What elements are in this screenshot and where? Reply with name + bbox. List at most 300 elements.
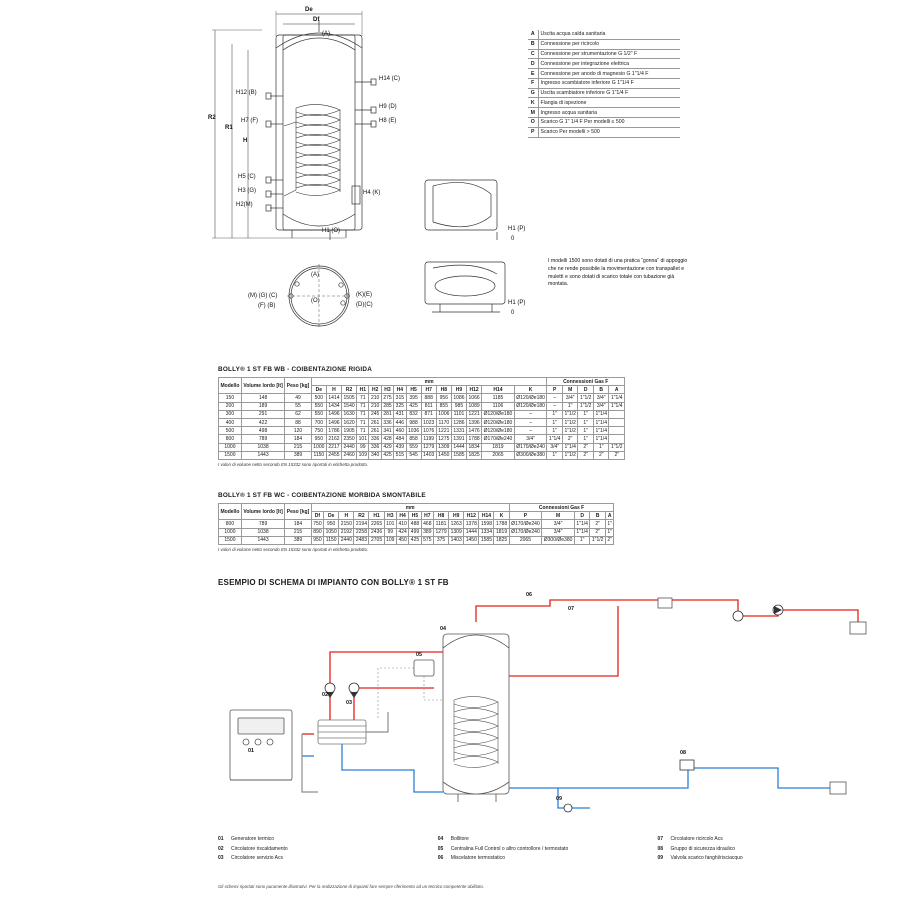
th-h3: H3 (381, 386, 393, 394)
cell: 575 (423, 537, 432, 544)
cell: 336 (370, 444, 380, 451)
th-m: M (562, 386, 578, 394)
legend-key: G (528, 88, 538, 98)
cell: 1150 (324, 536, 339, 544)
cell: 71 (357, 402, 369, 410)
marker-08: 08 (680, 750, 686, 756)
cell: 1443 (241, 536, 284, 544)
cell: 1181 (433, 520, 448, 528)
cell: 2217 (328, 444, 340, 451)
th-volume: Volume lordo [lt] (241, 378, 284, 394)
table-wc (218, 503, 614, 545)
cell: 811 (421, 402, 436, 410)
cell: 498 (241, 427, 284, 435)
callout-h14: H14 (C) (379, 76, 401, 82)
table-wc-body (219, 520, 614, 545)
cell: 1434 (328, 403, 340, 410)
table-wb-head (219, 378, 625, 394)
key-item (218, 855, 438, 861)
cell: 1403 (450, 537, 462, 544)
legend-key: E (528, 69, 538, 79)
cell: 71 (357, 410, 369, 418)
cell: 988 (406, 418, 421, 426)
cell (609, 427, 625, 435)
th-h4: H4 (394, 386, 406, 394)
legend-key: F (528, 78, 538, 88)
callout-h7: H7 (F) (241, 118, 258, 124)
cell: 1263 (450, 520, 462, 527)
cell: 1038 (241, 443, 284, 451)
cell: 559 (406, 443, 421, 451)
table-wb-footnote: I valori di volume netto secondo EN 15332 sono riportati in etichetta prodotto. (218, 461, 369, 467)
cell: 1038 (241, 528, 284, 536)
cell: 1"1/4 (564, 444, 576, 451)
th-m: M (542, 512, 575, 520)
cell: 1221 (438, 427, 450, 434)
cell: 425 (410, 537, 420, 544)
key-item (438, 855, 658, 861)
cell: 2483 (355, 537, 367, 544)
cell: 1"1/4 (595, 427, 607, 434)
cell: 1"1/4 (595, 411, 607, 418)
bottom-label-mgc: (M) (G) (C) (248, 293, 278, 299)
cell: 109 (358, 452, 367, 459)
legend-row (528, 30, 680, 39)
cell: 184 (285, 520, 312, 528)
cell: 871 (421, 410, 436, 418)
marker-02: 02 (322, 692, 328, 698)
legend-row (528, 88, 680, 98)
table-row (219, 394, 625, 402)
cell: 1309 (450, 529, 462, 536)
cell: 1185 (482, 394, 515, 402)
cell: 2" (593, 451, 609, 459)
cell: 389 (423, 529, 432, 536)
legend-text: Connessione per integrazione elettrica (538, 59, 680, 69)
cell: 1585 (480, 537, 492, 544)
th-r2: R2 (354, 512, 369, 520)
legend-key: M (528, 108, 538, 118)
cell: 2" (578, 443, 594, 451)
cell: 422 (241, 418, 284, 426)
cell: 341 (383, 427, 392, 434)
cell: 99 (384, 528, 396, 536)
th-h14: H14 (479, 512, 494, 520)
cell: 340 (370, 452, 380, 459)
key-number: 07 (657, 836, 664, 842)
table-row (219, 402, 625, 410)
cell: 1" (547, 427, 563, 435)
th-h12: H12 (467, 386, 482, 394)
cell: 550 (311, 410, 326, 418)
cell: 2" (562, 435, 578, 443)
cell: 1" (578, 435, 594, 443)
key-column-3 (658, 836, 878, 865)
connections-legend (528, 30, 680, 138)
cell: 1309 (438, 444, 450, 451)
cell: 1834 (468, 444, 480, 451)
cell: 1505 (343, 394, 355, 401)
cell: 3/4" (593, 394, 609, 402)
key-text: Circolatore riscaldamento (231, 845, 288, 852)
cell: 210 (370, 403, 380, 410)
cell: 1"1/2 (579, 394, 592, 401)
legend-key: D (528, 59, 538, 69)
cell: 1444 (465, 529, 477, 536)
cell: 1023 (423, 419, 435, 426)
cell: 1540 (343, 403, 355, 410)
cell: 2440 (340, 537, 352, 544)
cell: 3/4" (593, 402, 609, 410)
cell-modello: 1500 (219, 451, 242, 459)
key-number: 02 (218, 845, 224, 852)
legend-text: Flangia di ispezione (538, 98, 680, 108)
key-item (218, 836, 438, 842)
cell: 1825 (468, 452, 480, 459)
th-h5: H5 (409, 512, 421, 520)
skirt-note-text: I modelli 1500 sono dotati di una pratica “gonna” di appoggio che ne rende possibile la movimentazione con transpallet e mulettì e sono dotati di scarico totale con tubazione già montata. (548, 258, 688, 288)
th-b: B (593, 386, 609, 394)
table-row (219, 435, 625, 443)
cell: 1" (607, 520, 612, 527)
cell: 2192 (340, 529, 352, 536)
cell: 424 (398, 529, 407, 536)
cell: 389 (285, 536, 312, 544)
cell: 245 (370, 411, 380, 418)
marker-01: 01 (248, 748, 254, 754)
callout-h9: H9 (D) (379, 104, 397, 110)
cell: 439 (395, 444, 405, 451)
key-text: Miscelatore termostatico (450, 855, 505, 861)
legend-text: Ingresso acqua sanitaria (538, 108, 680, 118)
cell: 184 (285, 435, 312, 443)
legend-row (528, 108, 680, 118)
key-text: Circolatore servizio Acs (231, 855, 283, 861)
callout-a: (A) (322, 31, 330, 37)
cell: 215 (285, 443, 312, 451)
cell: 1" (578, 410, 594, 418)
legend-row (528, 127, 680, 137)
cell: Ø120/Øe180 (483, 411, 513, 418)
cell: 3/4" (542, 528, 575, 536)
cell: 890 (313, 529, 322, 536)
th-h1: H1 (369, 512, 384, 520)
cell: Ø170/Øe240 (516, 444, 545, 451)
cell: Ø170/Øe240 (511, 529, 540, 536)
cell: 2065 (482, 451, 515, 459)
cell: 261 (370, 427, 380, 434)
table-wc-title: BOLLY® 1 ST FB WC - COIBENTAZIONE MORBIDA SMONTABILE (218, 492, 426, 499)
cell: – (514, 418, 547, 426)
key-text: Circolatore ricircolo Acs (670, 836, 723, 842)
cell: 468 (423, 520, 432, 527)
cell: Ø120/Øe180 (516, 403, 545, 410)
cell: 1414 (328, 394, 340, 401)
th-h3: H3 (384, 512, 396, 520)
cell: 789 (241, 520, 284, 528)
cell: 189 (241, 402, 284, 410)
table-wb-body (219, 394, 625, 460)
cell: 2436 (370, 529, 383, 536)
cell: 1"1/2 (564, 427, 576, 434)
key-column-1 (218, 836, 438, 865)
cell: 285 (383, 403, 392, 410)
schema-title: ESEMPIO DI SCHEMA DI IMPIANTO CON BOLLY® 1 ST FB (218, 578, 449, 587)
table-wb-section (218, 366, 625, 467)
cell: 488 (410, 520, 420, 527)
legend-text: Ingresso scambiatore inferiore G 1"1/4 F (538, 78, 680, 88)
cell: 484 (395, 435, 405, 442)
tank-drawing-svg (0, 0, 520, 330)
legend-key: C (528, 49, 538, 59)
callout-zero-1: 0 (511, 236, 515, 242)
legend-text: Scarico G 1" 1/4 F Per modelli ≤ 500 (538, 118, 680, 128)
cell: 1050 (325, 529, 337, 536)
cell: 1825 (495, 537, 508, 544)
bottom-label-a: (A) (311, 272, 319, 278)
cell: 275 (383, 394, 392, 401)
key-number: 05 (437, 845, 444, 852)
cell: 2150 (340, 520, 352, 527)
cell: 1150 (311, 451, 326, 459)
th-h12: H12 (464, 512, 479, 520)
key-text: Generatore termico (231, 836, 275, 842)
cell: 858 (406, 435, 421, 443)
cell: 789 (241, 435, 284, 443)
schema-svg (218, 592, 878, 822)
cell: 3/4" (514, 435, 547, 443)
callout-h5: H5 (C) (238, 174, 256, 180)
cell-modello: 500 (219, 427, 242, 435)
table-wc-section (218, 492, 614, 552)
cell: 1450 (465, 537, 477, 544)
th-d: D (578, 386, 594, 394)
th-h1: H1 (357, 386, 369, 394)
cell: 425 (406, 402, 421, 410)
th-h4: H4 (396, 512, 408, 520)
cell: 1788 (495, 520, 508, 527)
cell: 1000 (313, 444, 325, 451)
cell: 888 (421, 394, 436, 402)
cell: 1443 (241, 451, 284, 459)
key-column-2 (438, 836, 658, 865)
cell: 1"1/4 (610, 394, 623, 401)
cell: – (547, 402, 563, 410)
cell: 1036 (408, 427, 420, 434)
legend-row (528, 118, 680, 128)
cell: 2" (578, 451, 594, 459)
cell: Ø300/Øe380 (516, 452, 545, 459)
cell: 1"1/2 (564, 419, 576, 426)
cell: 1086 (453, 394, 465, 401)
cell: 1" (578, 418, 594, 426)
cell: 1279 (423, 444, 435, 451)
cell: 1331 (453, 427, 465, 434)
cell: 2065 (509, 536, 542, 544)
cell: 1476 (468, 427, 480, 434)
cell: Ø120/Øe180 (483, 427, 513, 434)
cell-modello: 1000 (219, 528, 242, 536)
cell: 1391 (453, 435, 465, 442)
cell: 2" (590, 528, 606, 536)
th-group-mm: mm (311, 378, 547, 386)
key-item (438, 836, 658, 842)
cell: 55 (285, 402, 312, 410)
table-wb-group-row (219, 378, 625, 386)
cell: 1"1/2 (579, 403, 592, 410)
marker-09: 09 (556, 796, 562, 802)
cell: 2194 (355, 520, 367, 527)
technical-drawing (0, 0, 526, 330)
dim-r1: R1 (225, 125, 233, 131)
marker-04: 04 (440, 626, 446, 632)
cell: 1819 (495, 529, 508, 536)
th-h8: H8 (433, 512, 448, 520)
cell: 950 (324, 520, 339, 528)
schema-footnote: Gli schemi riportati sono puramente illustrativi. Per la realizzazione di impianti fare sempre riferimento ad un tecnico competente abilitato. (218, 884, 485, 889)
legend-body (528, 30, 680, 137)
cell: 499 (410, 529, 420, 536)
cell: 1378 (465, 520, 477, 527)
cell: 3/4" (542, 520, 575, 528)
cell: 428 (383, 435, 392, 442)
key-item (658, 846, 878, 852)
key-number: 06 (437, 855, 444, 861)
cell: 2" (590, 520, 606, 528)
cell: 1" (547, 410, 563, 418)
cell: 336 (370, 435, 380, 442)
callout-h12: H12 (B) (236, 90, 257, 96)
cell: 2" (609, 451, 625, 459)
cell: 1106 (482, 402, 515, 410)
cell: 1396 (468, 419, 480, 426)
cell: 88 (285, 418, 312, 426)
cell: 1275 (438, 435, 450, 442)
cell: 1" (547, 451, 563, 459)
bottom-label-fb: (F) (B) (258, 303, 276, 309)
cell: 515 (395, 452, 405, 459)
th-a: A (609, 386, 625, 394)
cell: 1"1/4 (595, 419, 607, 426)
th-k: K (514, 386, 547, 394)
cell: 1788 (468, 435, 480, 442)
legend-text: Connessione per strumentazione G 1/2" F (538, 49, 680, 59)
table-wc-footnote: I valori di volume netto secondo EN 15332 sono riportati in etichetta prodotto. (218, 546, 369, 552)
cell: 1" (562, 402, 578, 410)
th-modello: Modello (219, 504, 242, 520)
cell: 375 (433, 536, 448, 544)
cell: 210 (370, 394, 380, 401)
cell: 750 (311, 427, 326, 435)
cell: 832 (406, 410, 421, 418)
key-number: 01 (218, 836, 224, 842)
cell: Ø170/Øe240 (483, 435, 513, 442)
table-row (219, 451, 625, 459)
cell: 71 (357, 394, 369, 402)
legend-row (528, 49, 680, 59)
cell: 1221 (468, 411, 480, 418)
cell: – (514, 410, 547, 418)
th-h9: H9 (449, 512, 464, 520)
cell: 1101 (451, 410, 466, 418)
cell: 985 (451, 402, 466, 410)
cell (609, 435, 625, 443)
th-de: De (311, 386, 326, 394)
cell: 1" (607, 529, 612, 536)
skirt-note (548, 258, 688, 289)
cell: 215 (285, 528, 312, 536)
cell: 1496 (328, 419, 340, 426)
th-h2: H2 (369, 386, 381, 394)
th-h: H (339, 512, 354, 520)
cell: 148 (241, 394, 284, 402)
cell: 1089 (468, 403, 480, 410)
cell: 1620 (343, 419, 355, 426)
key-text: Valvola scarico fanghi/risciacquo (670, 855, 743, 861)
cell: Ø170/Øe240 (511, 520, 540, 527)
cell: 120 (285, 427, 312, 435)
cell: 750 (313, 520, 322, 527)
table-row (219, 520, 614, 528)
cell: 1"1/2 (610, 444, 623, 451)
table-row (219, 536, 614, 544)
cell: 1"1/4 (576, 529, 588, 536)
th-a: A (605, 512, 614, 520)
legend-key: K (528, 98, 538, 108)
cell: 1" (574, 536, 590, 544)
th-b: B (590, 512, 606, 520)
cell: 395 (406, 394, 421, 402)
cell: 325 (395, 403, 405, 410)
cell: 1"1/4 (576, 520, 588, 527)
th-h5: H5 (406, 386, 421, 394)
cell: 429 (383, 444, 392, 451)
cell: 71 (357, 418, 369, 426)
th-df: Df (311, 512, 323, 520)
key-number: 09 (657, 855, 664, 861)
key-text: Bollitore (450, 836, 469, 842)
cell: 1"1/2 (591, 537, 604, 544)
th-group-gas: Connessioni Gas F (547, 378, 625, 386)
cell: 2258 (355, 529, 367, 536)
legend-text: Uscita scambiatore inferiore G 1"1/4 F (538, 88, 680, 98)
th-p: P (509, 512, 542, 520)
bottom-label-dc: (D)(C) (356, 302, 373, 308)
cell: 71 (357, 427, 369, 435)
system-schema (218, 592, 878, 822)
cell: – (514, 427, 547, 435)
cell: 2455 (328, 452, 340, 459)
marker-06: 06 (526, 592, 532, 598)
callout-h1-p: H1 (P) (508, 226, 526, 232)
cell: 1444 (453, 444, 465, 451)
legend-text: Scarico Per modelli > 500 (538, 127, 680, 137)
cell: 956 (436, 394, 451, 402)
cell: 500 (311, 394, 326, 402)
callout-h1-o: H1 (O) (322, 228, 340, 234)
cell-modello: 150 (219, 394, 242, 402)
cell: 99 (357, 443, 369, 451)
legend-text: Connessione per ricircolo (538, 39, 680, 49)
table-row (219, 418, 625, 426)
cell: 1"1/4 (595, 435, 607, 442)
cell: 1"1/4 (610, 403, 623, 410)
cell: 1170 (436, 418, 451, 426)
key-item (218, 846, 438, 852)
cell: 1279 (435, 529, 447, 536)
cell: 2" (607, 537, 612, 544)
cell: 1598 (480, 520, 492, 527)
